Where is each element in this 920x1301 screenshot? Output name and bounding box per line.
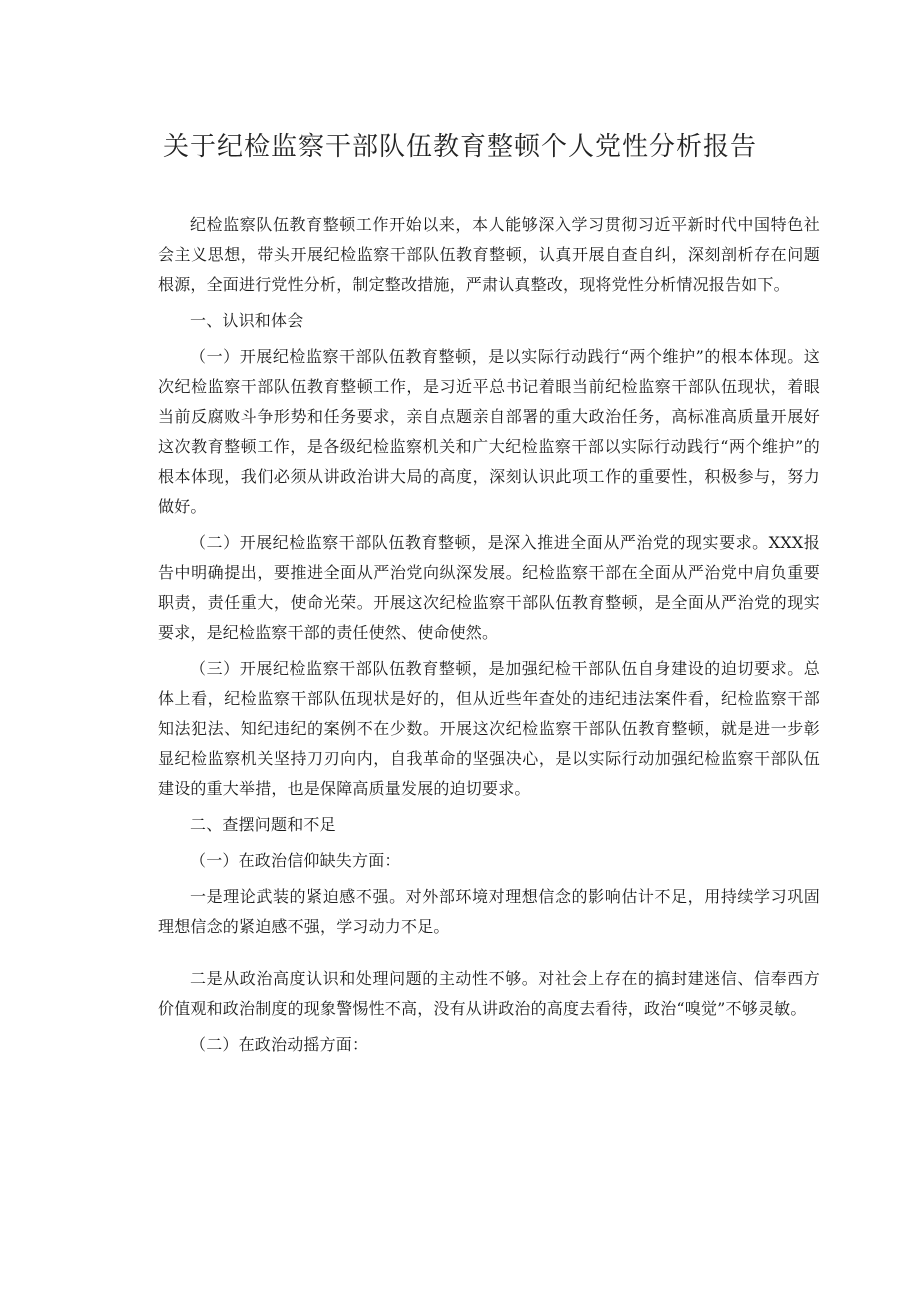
intro-paragraph: 纪检监察队伍教育整顿工作开始以来，本人能够深入学习贯彻习近平新时代中国特色社会主义思想，带头开展纪检监察干部队伍教育整顿，认真开展自查自纠，深刻剖析存在问题根源，全面进行党性分析，制定整改措施，严肃认真整改，现将党性分析情况报告如下。 bbox=[158, 215, 820, 294]
document-title: 关于纪检监察干部队伍教育整顿个人党性分析报告 bbox=[162, 132, 757, 162]
section-heading-2: 二、查摆问题和不足 bbox=[190, 815, 336, 834]
paragraph-2-1-a: 一是理论武装的紧迫感不强。对外部环境对理想信念的影响估计不足，用持续学习巩固理想信念的紧迫感不强，学习动力不足。 bbox=[158, 887, 820, 936]
document-body bbox=[158, 210, 820, 1060]
subheading-2-2: （二）在政治动摇方面： bbox=[190, 1035, 369, 1054]
paragraph-1-2: （二）开展纪检监察干部队伍教育整顿，是深入推进全面从严治党的现实要求。XXX报告中明确提出，要推进全面从严治党向纵深发展。纪检监察干部在全面从严治党中肩负重要职责，责任重大，使命光荣。开展这次纪检监察干部队伍教育整顿，是全面从严治党的现实要求，是纪检监察干部的责任使然、使命使然。 bbox=[158, 533, 820, 642]
paragraph-2-1-b: 二是从政治高度认识和处理问题的主动性不够。对社会上存在的搞封建迷信、信奉西方价值观和政治制度的现象警惕性不高，没有从讲政治的高度去看待，政治“嗅觉”不够灵敏。 bbox=[158, 969, 820, 1018]
section-heading-1: 一、认识和体会 bbox=[190, 311, 304, 330]
subheading-2-1: （一）在政治信仰缺失方面： bbox=[190, 851, 401, 870]
paragraph-1-3: （三）开展纪检监察干部队伍教育整顿，是加强纪检干部队伍自身建设的迫切要求。总体上看，纪检监察干部队伍现状是好的，但从近些年查处的违纪违法案件看，纪检监察干部知法犯法、知纪违纪的案例不在少数。开展这次纪检监察干部队伍教育整顿，就是进一步彰显纪检监察机关坚持刀刃向内，自我革命的坚强决心，是以实际行动加强纪检监察干部队伍建设的重大举措，也是保障高质量发展的迫切要求。 bbox=[158, 659, 820, 798]
paragraph-1-1: （一）开展纪检监察干部队伍教育整顿，是以实际行动践行“两个维护”的根本体现。这次纪检监察干部队伍教育整顿工作，是习近平总书记着眼当前纪检监察干部队伍现状，着眼当前反腐败斗争形势和任务要求，亲自点题亲自部署的重大政治任务，高标准高质量开展好这次教育整顿工作，是各级纪检监察机关和广大纪检监察干部以实际行动践行“两个维护”的根本体现，我们必须从讲政治讲大局的高度，深刻认识此项工作的重要性，积极参与，努力做好。 bbox=[158, 347, 820, 516]
